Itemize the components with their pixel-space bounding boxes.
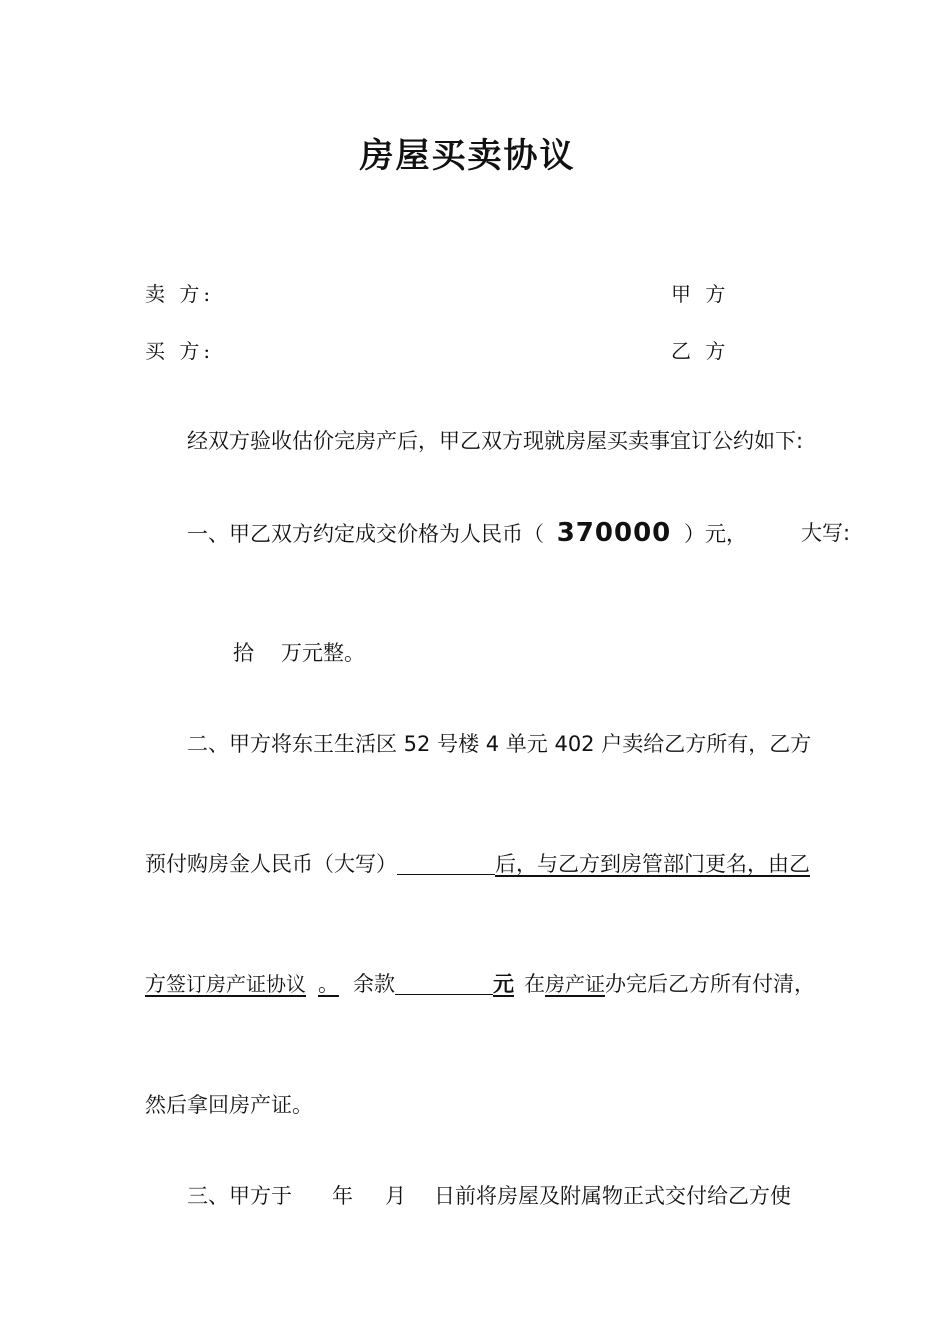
clause1-prefix: 一、甲乙双方约定成交价格为人民币（: [187, 522, 544, 546]
clause3-month: 月: [385, 1184, 406, 1208]
intro-paragraph: 经双方验收估价完房产后，甲乙双方现就房屋买卖事宜订公约如下:: [187, 429, 804, 453]
clause2-line3-part1: 方: [145, 972, 166, 996]
buyer-role: 乙 方: [671, 339, 730, 363]
clause1-line2-part1: 拾: [233, 641, 254, 665]
seller-label: 卖 方:: [145, 282, 215, 306]
clause2-line3-part4: 余款: [353, 972, 395, 996]
daxie-label: 大写:: [801, 521, 851, 545]
clause1-line2-part2: 万元整。: [281, 641, 365, 665]
clause3-prefix: 三、甲方于: [187, 1184, 292, 1208]
clause3-suffix: 日前将房屋及附属物正式交付给乙方使: [434, 1184, 791, 1208]
buyer-label: 买 方:: [145, 339, 215, 363]
clause1-suffix: ）元，: [684, 522, 747, 546]
balance-blank: [395, 972, 493, 995]
document-title: 房屋买卖协议: [359, 136, 576, 176]
clause2-line4: 然后拿回房产证。: [145, 1093, 313, 1117]
clause2-line2-suffix: 后，与乙方到房管部门更名，由乙: [495, 852, 810, 876]
deposit-blank: [397, 852, 495, 875]
clause2-line3-part7: 房产证: [545, 972, 605, 996]
price-amount: 370000: [556, 518, 672, 548]
seller-role: 甲 方: [671, 282, 730, 306]
clause2-line2-prefix: 预付购房金人民币（大写）: [145, 852, 397, 876]
clause2-line3-part8: 办完后乙方所有付清，: [605, 972, 815, 996]
clause2-line2: [145, 849, 810, 879]
clause2-line3-part2: 签订房产证协议: [166, 972, 306, 996]
clause2-line3-part3: 。: [318, 972, 339, 996]
clause2-line3-part5: 元: [493, 972, 514, 996]
clause1-line1: [187, 518, 747, 549]
clause2-line1: 二、甲方将东王生活区 52 号楼 4 单元 402 户卖给乙方所有，乙方: [187, 732, 812, 756]
clause2-line3: [145, 969, 815, 999]
clause3-year: 年: [332, 1184, 353, 1208]
clause3-line1: [187, 1181, 791, 1211]
clause2-line3-part6: 在: [524, 972, 545, 996]
